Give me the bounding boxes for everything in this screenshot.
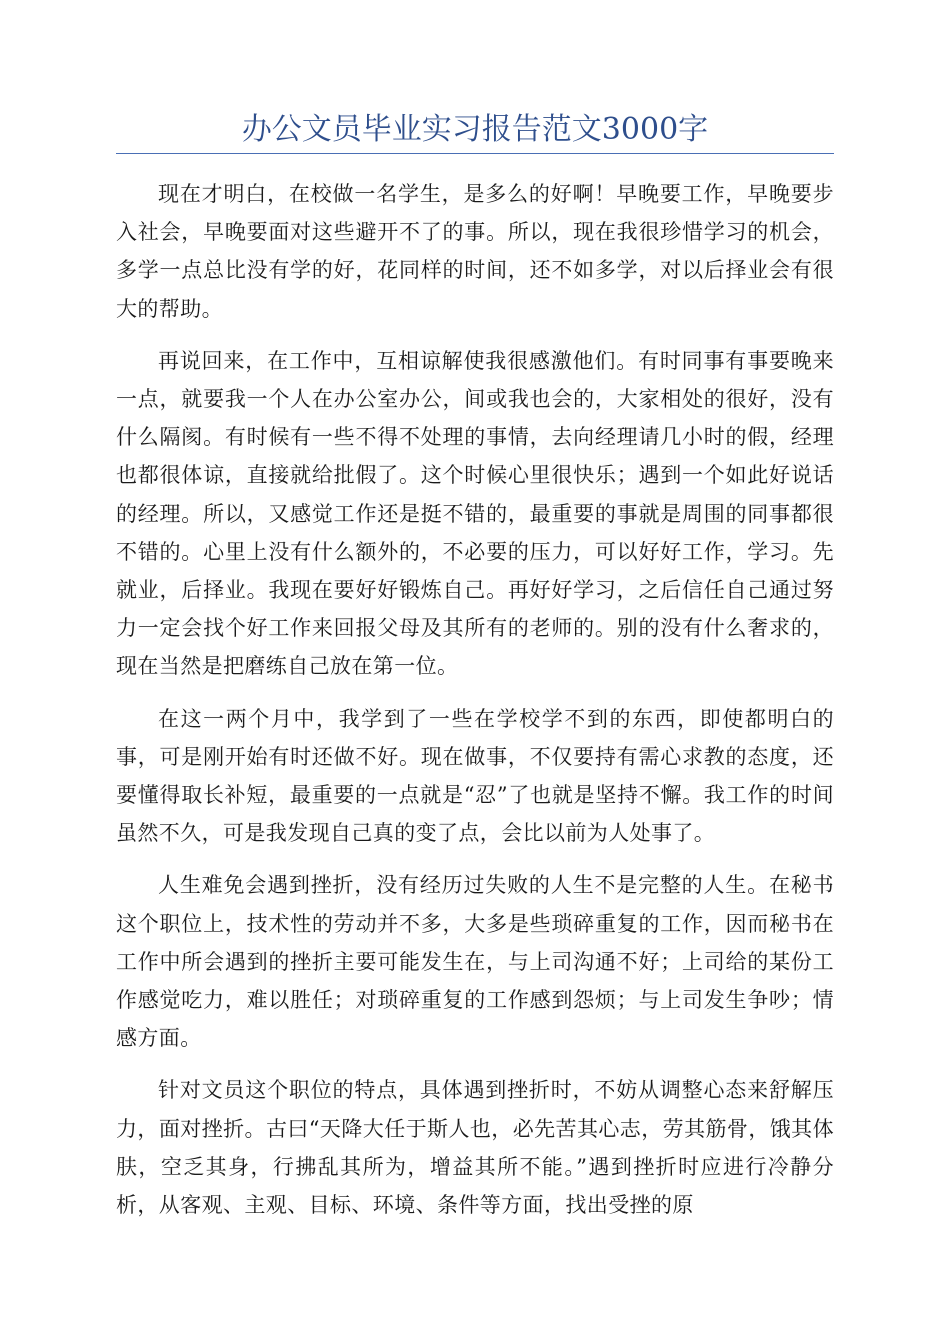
page-title: 办公文员毕业实习报告范文3000字	[241, 112, 709, 147]
paragraph-2: 再说回来，在工作中，互相谅解使我很感激他们。有时同事有事要晚来一点，就要我一个人在办公室办公，间或我也会的，大家相处的很好，没有什么隔阂。有时候有一些不得不处理的事情，去向经理请几小时的假，经理也都很体谅，直接就给批假了。这个时候心里很快乐；遇到一个如此好说话的经理。所以，又感觉工作还是挺不错的，最重要的事就是周围的同事都很不错的。心里上没有什么额外的，不必要的压力，可以好好工作，学习。先就业，后择业。我现在要好好锻炼自己。再好好学习，之后信任自己通过努力一定会找个好工作来回报父母及其所有的老师的。别的没有什么奢求的，现在当然是把磨练自己放在第一位。	[116, 348, 834, 679]
paragraph-3: 在这一两个月中，我学到了一些在学校学不到的东西，即使都明白的事，可是刚开始有时还做不好。现在做事，不仅要持有需心求教的态度，还要懂得取长补短，最重要的一点就是“忍”了也就是坚持不懈。我工作的时间虽然不久，可是我发现自己真的变了点，会比以前为人处事了。	[116, 706, 834, 846]
paragraph-4: 人生难免会遇到挫折，没有经历过失败的人生不是完整的人生。在秘书这个职位上，技术性的劳动并不多，大多是些琐碎重复的工作，因而秘书在工作中所会遇到的挫折主要可能发生在，与上司沟通不好；上司给的某份工作感觉吃力，难以胜任；对琐碎重复的工作感到怨烦；与上司发生争吵；情感方面。	[116, 873, 834, 1051]
paragraph-5: 针对文员这个职位的特点，具体遇到挫折时，不妨从调整心态来舒解压力，面对挫折。古曰“天降大任于斯人也，必先苦其心志，劳其筋骨，饿其体肤，空乏其身，行拂乱其所为，增益其所不能。”遇到挫折时应进行冷静分析，从客观、主观、目标、环境、条件等方面，找出受挫的原	[116, 1078, 834, 1218]
document-body	[116, 175, 834, 1238]
paragraph-1: 现在才明白，在校做一名学生，是多么的好啊！早晚要工作，早晚要步入社会，早晚要面对这些避开不了的事。所以，现在我很珍惜学习的机会，多学一点总比没有学的好，花同样的时间，还不如多学，对以后择业会有很大的帮助。	[116, 182, 834, 321]
title-underline	[116, 153, 834, 154]
